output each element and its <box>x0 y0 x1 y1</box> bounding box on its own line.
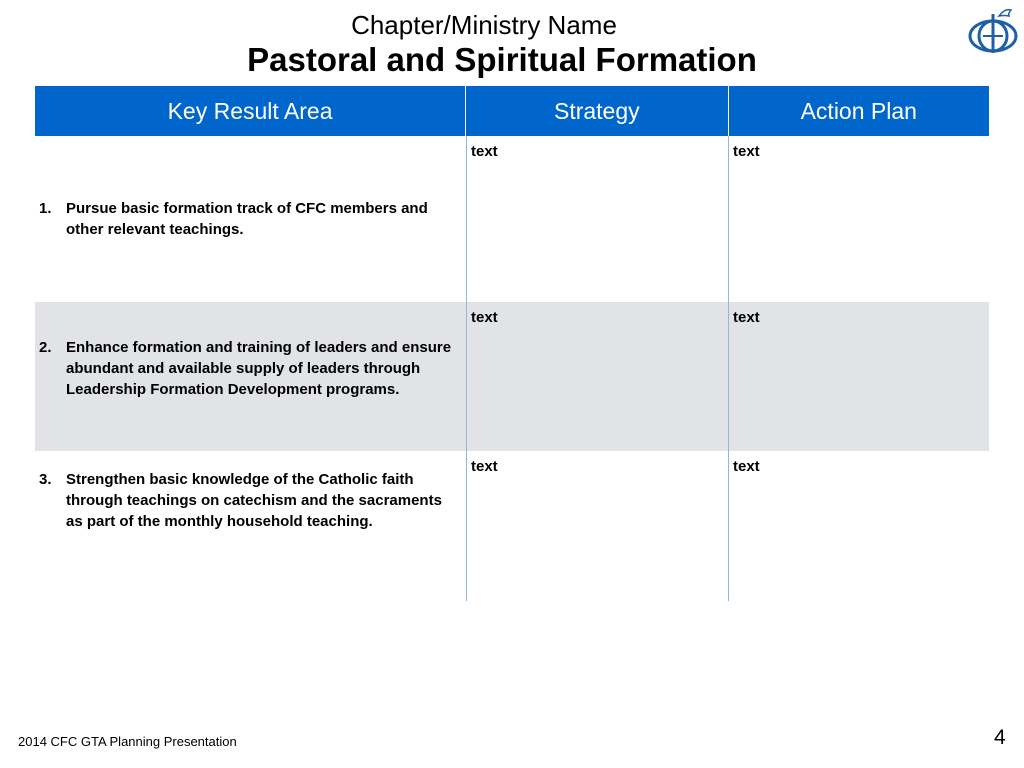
action-plan-cell[interactable]: text <box>728 451 989 601</box>
strategy-cell[interactable]: text <box>466 136 728 302</box>
slide-subtitle: Chapter/Ministry Name <box>351 10 617 40</box>
kra-number: 1. <box>39 200 52 217</box>
kra-cell <box>35 302 466 451</box>
kra-text: Pursue basic formation track of CFC members and other relevant teachings. <box>66 200 428 238</box>
action-plan-cell[interactable]: text <box>728 302 989 451</box>
action-plan-cell[interactable]: text <box>728 136 989 302</box>
kra-text: Strengthen basic knowledge of the Catholic faith through teachings on catechism and the sacraments as part of the monthly household teaching. <box>66 471 442 530</box>
table-row <box>35 136 989 302</box>
column-header-key-result-area: Key Result Area <box>167 97 333 124</box>
column-header-strategy: Strategy <box>465 86 727 136</box>
table-row <box>35 451 989 601</box>
page-number: 4 <box>994 726 1006 749</box>
table-header <box>35 86 989 136</box>
kra-number: 3. <box>39 471 52 488</box>
table-row <box>35 302 989 451</box>
slide-title: Pastoral and Spiritual Formation <box>247 41 757 78</box>
kra-text: Enhance formation and training of leaders and ensure abundant and available supply of leaders through Leadership Formation Development programs. <box>66 339 452 398</box>
kra-number: 2. <box>39 339 52 356</box>
kra-cell <box>35 136 466 302</box>
column-header-action-plan: Action Plan <box>728 86 989 136</box>
kra-cell <box>35 451 466 601</box>
strategy-cell[interactable]: text <box>466 302 728 451</box>
strategy-cell[interactable]: text <box>466 451 728 601</box>
cfc-logo-icon <box>966 4 1022 56</box>
kra-table <box>35 86 989 601</box>
footer-text: 2014 CFC GTA Planning Presentation <box>18 734 237 749</box>
